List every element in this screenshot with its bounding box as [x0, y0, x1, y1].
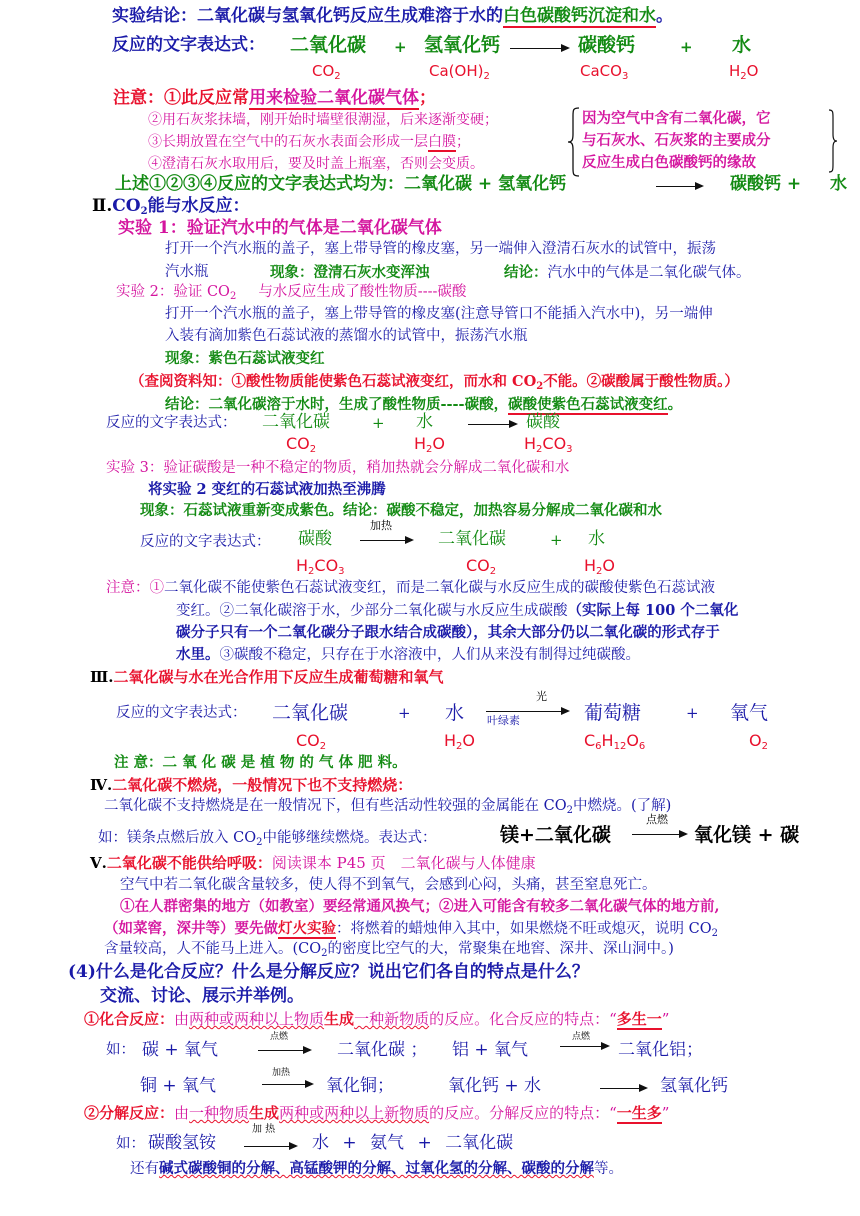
equation-1-reactant-2: 氢氧化钙: [424, 34, 501, 56]
magnesium-equation-reactants: 镁+二氧化碳: [500, 824, 611, 846]
note-3: 注 意：二 氧 化 碳 是 植 物 的 气 体 肥 料。: [114, 754, 407, 771]
equation-3-label: 反应的文字表达式：: [140, 534, 271, 550]
formula-caco3: CaCO$_3$: [580, 62, 629, 82]
experiment-1-line-2: 汽水瓶: [165, 264, 209, 280]
reaction-arrow: [560, 1046, 608, 1047]
magnesium-equation-products: 氧化镁 + 碳: [694, 824, 800, 846]
reaction-arrow: [632, 834, 686, 835]
brace-icon: [567, 106, 581, 178]
reaction-arrow: [486, 711, 568, 712]
section-5-line-3: （如菜窖，深井等）要先做灯火实验：将燃着的蜡烛伸入其中，如果燃烧不旺或熄灭，说明 $CO_2$: [104, 920, 718, 939]
reaction-arrow: [244, 1146, 296, 1147]
experiment-2-title: 实验 2：验证 $CO_2$ 与水反应生成了酸性物质----碳酸: [116, 284, 467, 302]
section-3-title: Ⅲ.二氧化碳与水在光合作用下反应生成葡萄糖和氧气: [90, 668, 444, 686]
note-2-line-3: 碳分子只有一个二氧化碳分子跟水结合成碳酸），其余大部分仍以二氧化碳的形式存于: [176, 624, 720, 641]
note-2-line-2: 变红。②二氧化碳溶于水，少部分二氧化碳与水反应生成碳酸（实际上每 100 个二氧化: [176, 602, 739, 619]
reaction-arrow: [468, 424, 516, 425]
experiment-3-result: 现象：石蕊试液重新变成紫色。结论：碳酸不稳定，加热容易分解成二氧化碳和水: [140, 502, 662, 519]
conclusion-head: 实验结论：: [112, 6, 197, 26]
section-5-line-4: 含量较高，人不能马上进入。($CO_2$的密度比空气的大，常聚集在地窖、深井、深山洞中。): [104, 941, 674, 959]
experiment-1-title: 实验 1：验证汽水中的气体是二氧化碳气体: [118, 218, 442, 238]
experiment-3-step: 将实验 2 变红的石蕊试液加热至沸腾: [148, 481, 386, 498]
summary-arrow: [656, 186, 702, 187]
section-4-line-1: 二氧化碳不支持燃烧是在一般情况下，但有些活动性较强的金属能在 $CO_2$中燃烧。(了解): [104, 798, 672, 816]
section-5-line-1: 空气中若二氧化碳含量较多，使人得不到氧气，会感到心闷，头痛，甚至窒息死亡。: [120, 877, 657, 893]
equation-1-label: 反应的文字表达式：: [112, 35, 265, 55]
reaction-arrow: [600, 1088, 646, 1089]
section-4-title: Ⅳ.二氧化碳不燃烧，一般情况下也不支持燃烧：: [90, 776, 413, 794]
reaction-arrow: [262, 1084, 312, 1085]
combination-definition: ①化合反应：由两种或两种以上物质生成一种新物质的反应。化合反应的特点：“多生一”: [84, 1010, 670, 1028]
experiment-1-phenomenon: 现象：澄清石灰水变浑浊: [270, 264, 430, 281]
note-1-reason-1: 因为空气中含有二氧化碳，它: [582, 110, 771, 127]
experiment-2-line-1: 打开一个汽水瓶的盖子，塞上带导管的橡皮塞(注意导管口不能插入汽水中)，另一端伸: [165, 306, 713, 322]
question-4: (4)什么是化合反应？什么是分解反应？说出它们各自的特点是什么？: [68, 962, 589, 982]
equation-2-label: 反应的文字表达式：: [106, 415, 237, 431]
experiment-1-line-1: 打开一个汽水瓶的盖子，塞上带导管的橡皮塞，另一端伸入澄清石灰水的试管中，振荡: [165, 241, 716, 257]
section-2-title: $Ⅱ.CO_2$能与水反应：: [92, 196, 250, 217]
section-4-line-2: 如：镁条点燃后放入 $CO_2$中能够继续燃烧。表达式：: [98, 830, 437, 848]
formula-caoh2: $Ca(OH)_2$: [429, 62, 490, 82]
equation-4-label: 反应的文字表达式：: [116, 705, 247, 721]
equation-1-reactant-1: 二氧化碳: [290, 34, 367, 56]
formula-co2: $CO_2$: [312, 62, 341, 82]
reaction-arrow: [258, 1050, 310, 1051]
brace-right-icon: [828, 108, 838, 174]
note-1-reason-3: 反应生成白色碳酸钙的缘故: [582, 154, 756, 171]
experiment-conclusion: 实验结论：二氧化碳与氢氧化钙反应生成难溶于水的白色碳酸钙沉淀和水。: [112, 6, 673, 26]
formula-h2o: $H_2O$: [729, 62, 759, 82]
experiment-2-conclusion: 结论：二氧化碳溶于水时，生成了酸性物质----碳酸，碳酸使紫色石蕊试液变红。: [165, 396, 683, 413]
decomposition-more: 还有碱式碳酸铜的分解、高锰酸钾的分解、过氧化氢的分解、碳酸的分解等。: [130, 1160, 623, 1177]
equation-1-product-2: 水: [732, 34, 752, 56]
section-5-line-2: ①在人群密集的地方（如教室）要经常通风换气；②进入可能含有较多二氧化碳气体的地方前,: [120, 898, 720, 915]
reaction-arrow: [360, 540, 412, 541]
experiment-3-title: 实验 3：验证碳酸是一种不稳定的物质，稍加热就会分解成二氧化碳和水: [106, 460, 570, 476]
note-1-item-4: ④澄清石灰水取用后，要及时盖上瓶塞，否则会变质。: [148, 156, 484, 172]
note-1-highlight: 用来检验二氧化碳气体: [249, 88, 419, 108]
equation-1-product-1: 碳酸钙: [578, 34, 636, 56]
note-2-line-4: 水里。③碳酸不稳定，只存在于水溶液中，人们从来没有制得过纯碳酸。: [176, 646, 640, 663]
conclusion-highlight: 白色碳酸钙沉淀和水: [503, 6, 656, 26]
question-4-sub: 交流、讨论、展示并举例。: [100, 986, 304, 1006]
reaction-arrow: [510, 48, 568, 49]
note-2-line-1: 注意：①二氧化碳不能使紫色石蕊试液变红，而是二氧化碳与水反应生成的碳酸使紫色石蕊试液: [106, 580, 715, 596]
document-page: 实验结论：二氧化碳与氢氧化钙反应生成难溶于水的白色碳酸钙沉淀和水。 反应的文字表达式： 二氧化碳 + 氢氧化钙 碳酸钙 + 水 $CO_2$ $Ca(OH)_2$ CaCO$_3$ $H_2O$ 注意：①此反应常用来检验二氧化碳气体； ②用石灰浆抹墙，刚开始时墙壁很潮湿，后来逐渐变硬； ③长期放置在空气中的石灰水表面会形成一层白膜； ④澄清石灰水取用后，要及时盖上瓶塞，否则会变质。 因为空气中含有二氧化碳，它 与石灰水、石灰浆的主要成分 反应生成白色碳酸钙的缘故 上述①②③④反应的文字表达式均为：二氧化碳 + 氢氧化钙 碳酸钙 + 水 $Ⅱ.CO_2$能与水反应： 实验 1：验证汽水中的气体是二氧化碳气体 打开一个汽水瓶的盖子，塞上带导管的橡皮塞，另一端伸入澄清石灰水的试管中，振荡 汽水瓶 现象：澄清石灰水变浑浊 结论：汽水中的气体是二氧化碳气体。 实验 2：验证 $CO_2$ 与水反应生成了酸性物质----碳酸 打开一个汽水瓶的盖子，塞上带导管的橡皮塞(注意导管口不能插入汽水中)，另一端伸 入装有滴加紫色石蕊试液的蒸馏水的试管中，振荡汽水瓶 现象：紫色石蕊试液变红 （查阅资料知：①酸性物质能使紫色石蕊试液变红，而水和 $CO_2$不能。②碳酸属于酸性物质。） 结论：二氧化碳溶于水时，生成了酸性物质----碳酸，碳酸使紫色石蕊试液变红。 反应的文字表达式： 二氧化碳 + 水 碳酸 $CO_2$ $H_2O$ $H_2CO_3$ 实验 3：验证碳酸是一种不稳定的物质，稍加热就会分解成二氧化碳和水 将实验 2 变红的石蕊试液加热至沸腾 现象：石蕊试液重新变成紫色。结论：碳酸不稳定，加热容易分解成二氧化碳和水 反应的文字表达式： 碳酸 加热 二氧化碳 + 水 $H_2CO_3$ $CO_2$ $H_2O$ 注意：①二氧化碳不能使紫色石蕊试液变红，而是二氧化碳与水反应生成的碳酸使紫色石蕊试液 变红。②二氧化碳溶于水，少部分二氧化碳与水反应生成碳酸（实际上每 100 个二氧化 碳分子只有一个二氧化碳分子跟水结合成碳酸），其余大部分仍以二氧化碳的形式存于 水里。③碳酸不稳定，只存在于水溶液中，人们从来没有制得过纯碳酸。 Ⅲ.二氧化碳与水在光合作用下反应生成葡萄糖和氧气 反应的文字表达式： 二氧化碳 + 水 光 叶绿素 葡萄糖 + 氧气 $CO_2$ $H_2O$ $C_6H_{12}O_6$ $O_2$ 注 意：二 氧 化 碳 是 植 物 的 气 体 肥 料。 Ⅳ.二氧化碳不燃烧，一般情况下也不支持燃烧： 二氧化碳不支持燃烧是在一般情况下，但有些活动性较强的金属能在 $CO_2$中燃烧。(了解) 如：镁条点燃后放入 $CO_2$中能够继续燃烧。表达式： 镁+二氧化碳 点燃 氧化镁 + 碳 Ⅴ.二氧化碳不能供给呼吸：阅读课本 P45 页 二氧化碳与人体健康 空气中若二氧化碳含量较多，使人得不到氧气，会感到心闷，头痛，甚至窒息死亡。 ①在人群密集的地方（如教室）要经常通风换气；②进入可能含有较多二氧化碳气体的地方前, （如菜窖，深井等）要先做灯火实验：将燃着的蜡烛伸入其中，如果燃烧不旺或熄灭，说明 $CO_2$ 含量较高，人不能马上进入。($CO_2$的密度比空气的大，常聚集在地窖、深井、深山洞中。) (4)什么是化合反应？什么是分解反应？说出它们各自的特点是什么？ 交流、讨论、展示并举例。 ①化合反应：由两种或两种以上物质生成一种新物质的反应。化合反应的特点：“多生一” 如： 碳 + 氧气 点燃 二氧化碳 ； 铝 + 氧气 点燃 二氧化铝； 铜 + 氧气 加热 氧化铜； 氧化钙 + 水 氢氧化钙 ②分解反应：由一种物质生成两种或两种以上新物质的反应。分解反应的特点：“一生多” 如： 碳酸氢铵 加 热 水 + 氨气 + 二氧化碳 还有碱式碳酸铜的分解、高锰酸钾的分解、过氧化氢的分解、碳酸的分解等。: [68, 6, 847, 1177]
decomposition-definition: ②分解反应：由一种物质生成两种或两种以上新物质的反应。分解反应的特点：“一生多”: [84, 1104, 670, 1122]
experiment-1-conclusion: 结论：汽水中的气体是二氧化碳气体。: [504, 264, 751, 281]
note-1-reason-2: 与石灰水、石灰浆的主要成分: [582, 132, 771, 149]
experiment-2-line-2: 入装有滴加紫色石蕊试液的蒸馏水的试管中，振荡汽水瓶: [165, 328, 528, 344]
note-1-head: 注意：①此反应常用来检验二氧化碳气体；: [113, 88, 436, 108]
note-1-item-3: ③长期放置在空气中的石灰水表面会形成一层白膜；: [148, 134, 470, 150]
section-5-title: Ⅴ.二氧化碳不能供给呼吸：阅读课本 P45 页 二氧化碳与人体健康: [90, 854, 536, 872]
lookup-note: （查阅资料知：①酸性物质能使紫色石蕊试液变红，而水和 $CO_2$不能。②碳酸属于酸性物质。）: [130, 373, 739, 392]
note-1-item-2: ②用石灰浆抹墙，刚开始时墙壁很潮湿，后来逐渐变硬；: [148, 112, 498, 128]
summary-equation: 上述①②③④反应的文字表达式均为：二氧化碳 + 氢氧化钙: [115, 174, 567, 194]
conclusion-text: 二氧化碳与氢氧化钙反应生成难溶于水的: [197, 6, 503, 26]
experiment-2-phenomenon: 现象：紫色石蕊试液变红: [165, 350, 325, 367]
